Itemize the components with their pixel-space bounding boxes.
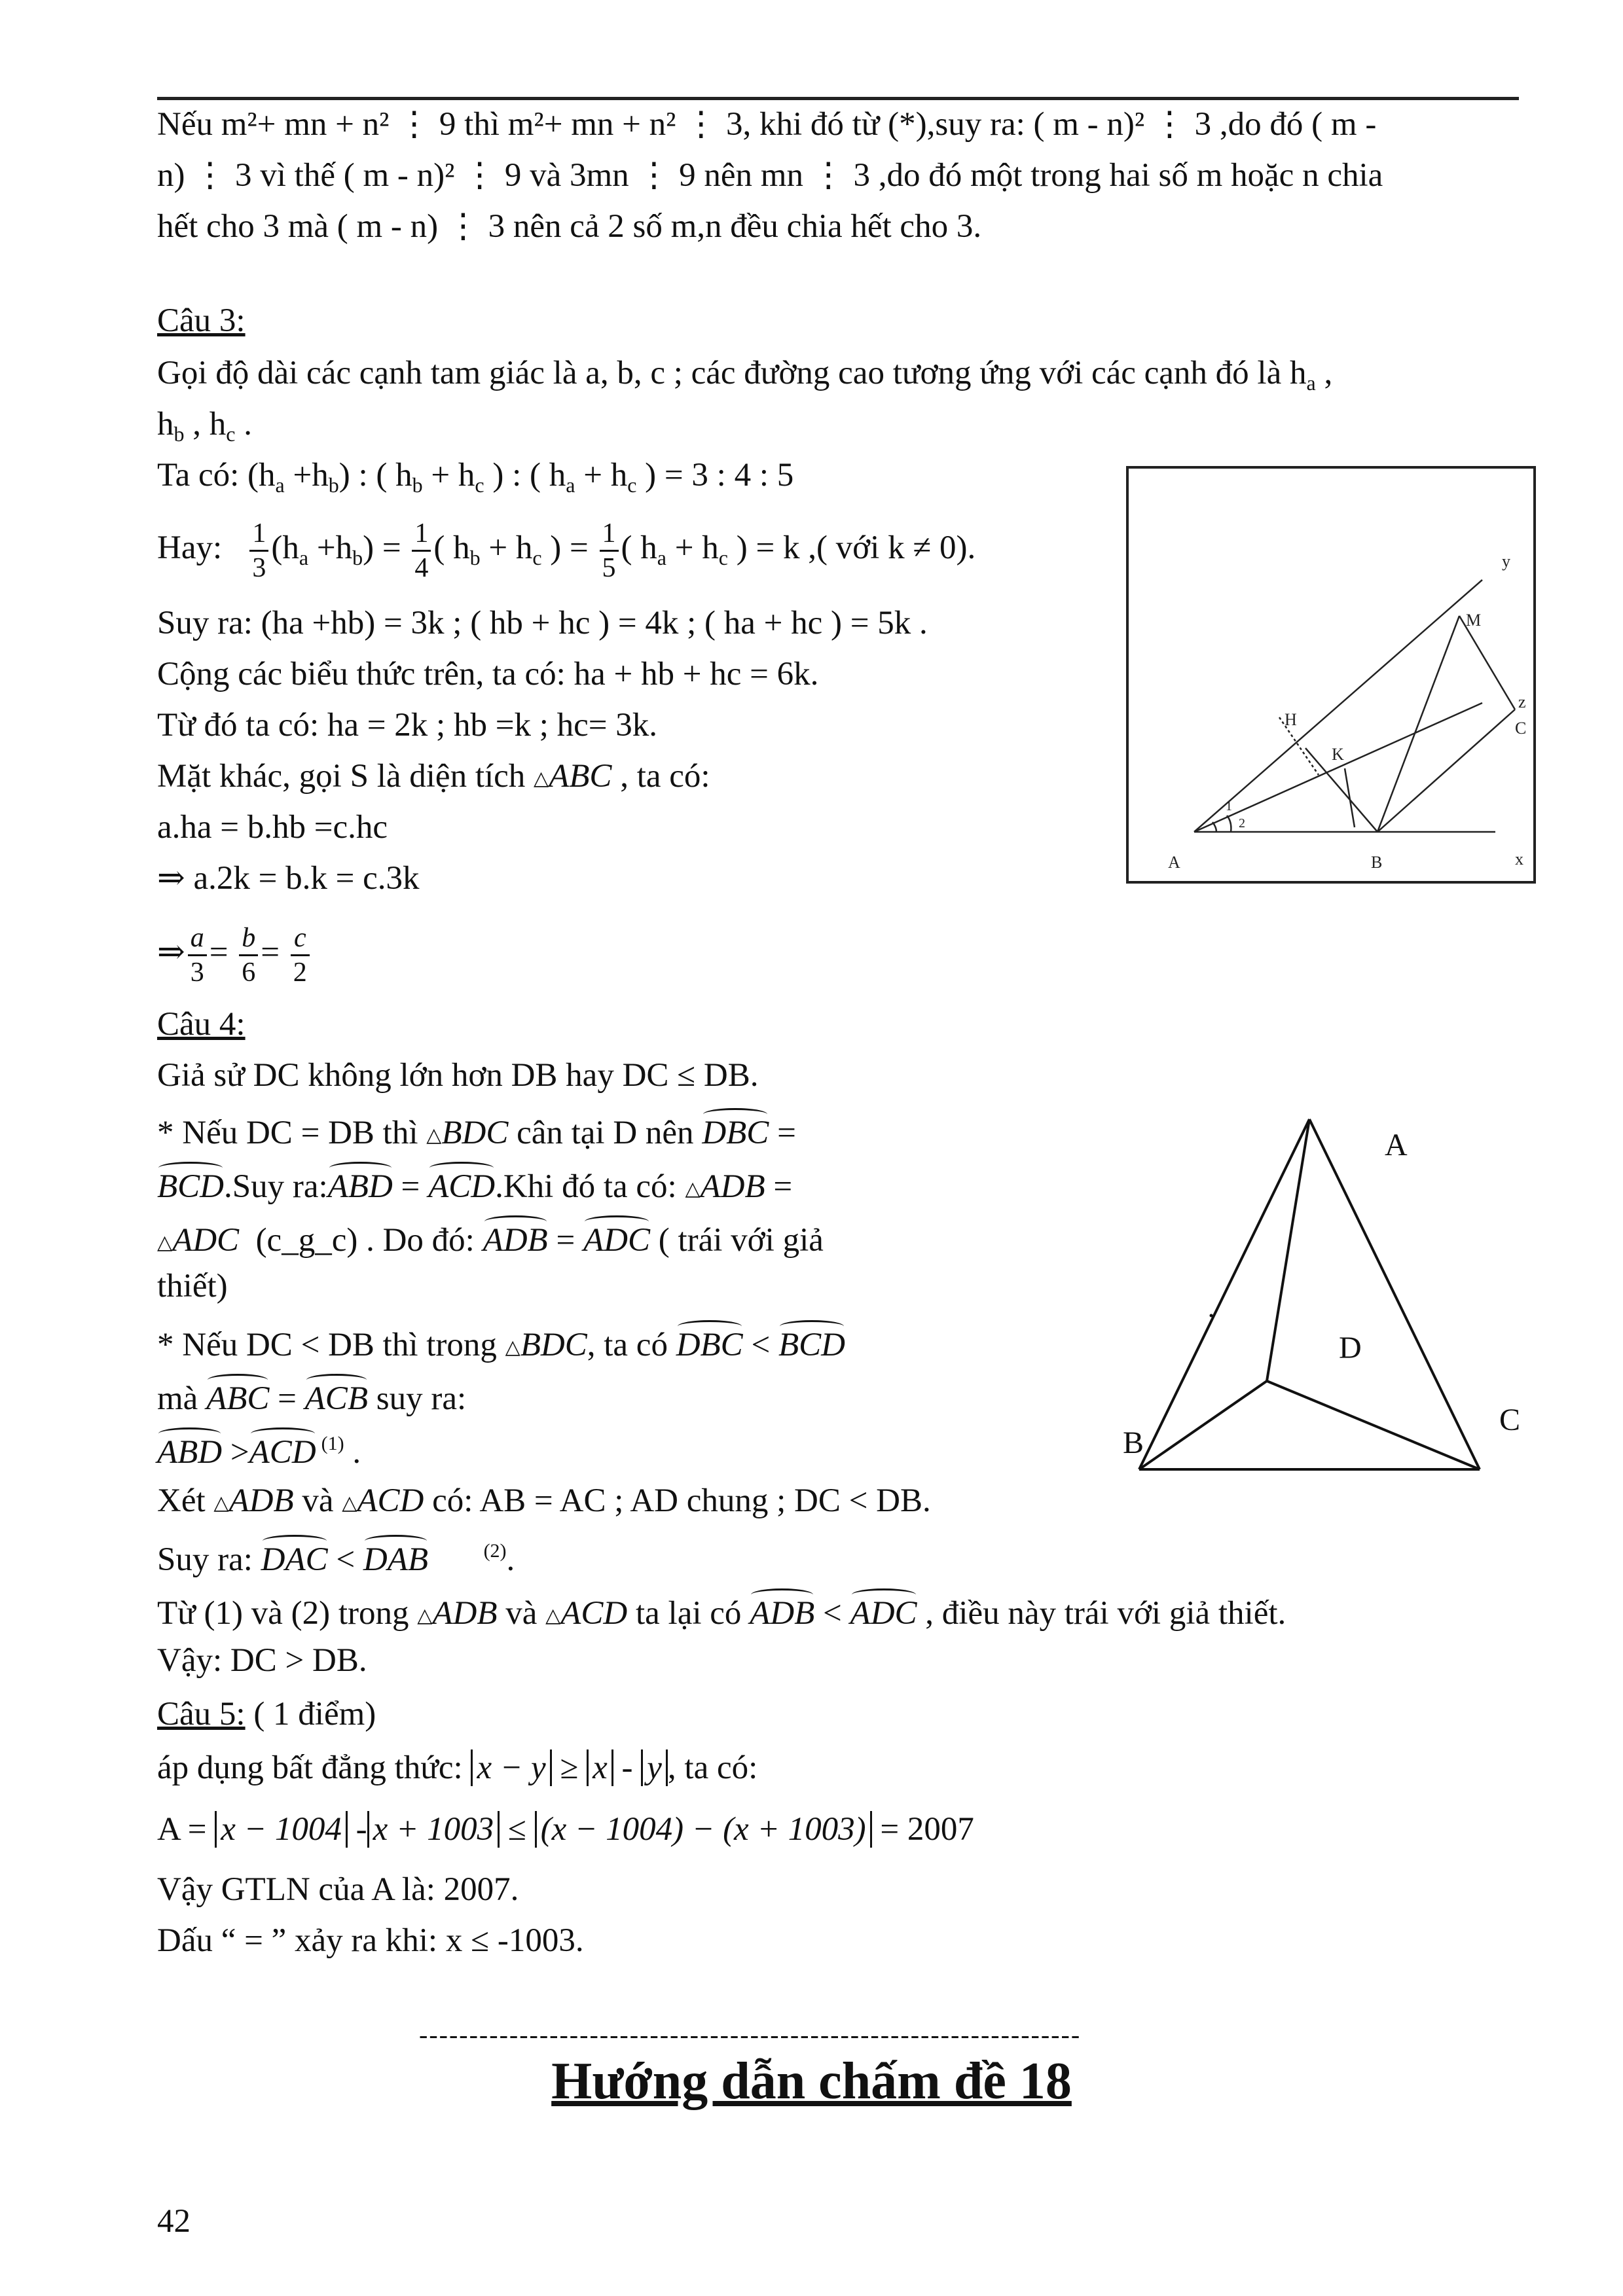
cau4-heading: Câu 4: <box>157 1006 246 1043</box>
figure-1-svg <box>1129 469 1533 881</box>
ray-ay <box>1194 580 1482 832</box>
segment-bm <box>1377 616 1459 832</box>
fig1-label-a: A <box>1168 853 1180 872</box>
cau5-heading-line: Câu 5: ( 1 điểm) <box>157 1696 376 1732</box>
cau3-line-6: Cộng các biểu thức trên, ta có: ha + hb + hc = 6k. <box>157 656 819 692</box>
cau3-line-7: Từ đó ta có: ha = 2k ; hb =k ; hc= 3k. <box>157 707 658 744</box>
fig1-label-m: M <box>1466 611 1482 630</box>
cau3-line-5: Suy ra: (ha +hb) = 3k ; ( hb + hc ) = 4k ; ( ha + hc ) = 5k . <box>157 605 928 641</box>
fig1-label-c: C <box>1515 719 1527 738</box>
cau5-line-2: A = x − 1004 - x + 1003 ≤ (x − 1004) − (x + 1003) = 2007 <box>157 1811 974 1848</box>
cau3-line-8: Mặt khác, gọi S là diện tích △ABC , ta có: <box>157 758 710 795</box>
ray-az <box>1194 703 1482 832</box>
cau3-line-2: $h_b$ , $h_c$ . <box>157 406 252 446</box>
section-title: Hướng dẫn chấm đề 18 <box>551 2053 1072 2110</box>
fig2-label-c: C <box>1499 1403 1521 1437</box>
cau5-heading: Câu 5: <box>157 1696 246 1732</box>
fig1-label-x: x <box>1515 850 1523 869</box>
cau4-line-2: * Nếu DC = DB thì △BDC cân tại D nên DBC = <box>157 1108 796 1155</box>
cau3-heading: Câu 3: <box>157 302 246 339</box>
segment-kb <box>1345 768 1355 827</box>
cau3-ratio: ⇒ $\frac{a}{3}$ = $\frac{b}{6}$ = $\frac{c}{2}$ <box>157 916 312 989</box>
cau5-line-4: Dấu “ = ” xảy ra khi: x ≤ -1003. <box>157 1922 584 1959</box>
figure-2-svg <box>1123 1100 1545 1492</box>
divider-dashes: ------------------------------------------------------------------ <box>419 2020 1082 2049</box>
cau3-line-3: Ta có: $(h_a +h_b)$ : ( $h_b + h_c$ ) : ( $h_a + h_c$ ) = 3 : 4 : 5 <box>157 457 794 497</box>
cau4-line-6: * Nếu DC < DB thì trong △BDC, ta có DBC < BCD <box>157 1320 845 1367</box>
fraction-1-5: $\frac{1}{5}$ <box>600 517 619 584</box>
figure-angle-construction <box>1126 466 1536 884</box>
segment-bc <box>1377 709 1515 832</box>
cau3-line-9: a.ha = b.hb =c.hc <box>157 809 388 846</box>
cau4-line-9: Xét △ADB và △ACD có: AB = AC ; AD chung ; DC < DB. <box>157 1482 931 1519</box>
cau3-line-10: ⇒ a.2k = b.k = c.3k <box>157 860 420 897</box>
segment-db <box>1139 1381 1267 1469</box>
segment-mc <box>1459 616 1515 709</box>
fig2-label-b: B <box>1123 1426 1144 1460</box>
cau4-line-8: ABD >ACD $^{(1)}$ . <box>157 1427 361 1472</box>
para-line-3: hết cho 3 mà ( m - n) ⋮ 3 nên cả 2 số m,n đều chia hết cho 3. <box>157 208 982 245</box>
fraction-b-6: $\frac{b}{6}$ <box>239 922 258 989</box>
top-rule <box>157 97 1519 100</box>
fig1-label-k: K <box>1332 745 1344 764</box>
para-line-2: n) ⋮ 3 vì thế ( m - n)² ⋮ 9 và 3mn ⋮ 9 nên mn ⋮ 3 ,do đó một trong hai số m hoặc n chia <box>157 157 1383 194</box>
side-ac <box>1309 1119 1480 1469</box>
cau4-line-5: thiết) <box>157 1268 228 1304</box>
angle-arc-1 <box>1227 816 1231 832</box>
segment-ad <box>1267 1119 1309 1381</box>
cau4-line-10: Suy ra: DAC < DAB $^{(2)}$. <box>157 1535 515 1579</box>
fig2-label-a: A <box>1385 1128 1408 1162</box>
cau4-line-11: Từ (1) và (2) trong △ADB và △ACD ta lại có ADB < ADC , điều này trái với giả thiết. <box>157 1588 1286 1636</box>
fraction-c-2: $\frac{c}{2}$ <box>291 922 310 989</box>
fig1-label-y: y <box>1502 552 1510 571</box>
figure-triangle-abc <box>1123 1100 1545 1492</box>
dot-mark <box>1210 1314 1213 1318</box>
segment-dc <box>1267 1381 1480 1469</box>
fig1-label-b: B <box>1371 853 1383 872</box>
cau3-line-4: Hay: $\frac{1}{3}$ $(h_a +h_b)$ = $\frac{1}{4}$ ( $h_b + h_c$ ) = $\frac{1}{5}$ ( $h_a + h_c$ ) = k ,( với k ≠ 0). <box>157 518 976 583</box>
fig2-label-d: D <box>1339 1331 1362 1365</box>
cau5-line-3: Vậy GTLN của A là: 2007. <box>157 1871 519 1908</box>
fraction-1-3: $\frac{1}{3}$ <box>249 517 268 584</box>
fig1-label-2: 2 <box>1239 816 1245 831</box>
fig1-label-1: 1 <box>1226 799 1232 814</box>
cau5-line-1: áp dụng bất đẳng thức: x − y ≥ x - y , ta có: <box>157 1749 758 1786</box>
angle-arc-2 <box>1213 822 1216 832</box>
cau3-line-1: Gọi độ dài các cạnh tam giác là a, b, c ; các đường cao tương ứng với các cạnh đó là $h_a$ , <box>157 355 1333 395</box>
cau4-line-7: mà ABC = ACB suy ra: <box>157 1374 466 1418</box>
cau4-line-4: △ADC (c_g_c) . Do đó: ADB = ADC ( trái với giả <box>157 1215 824 1263</box>
fig1-label-h: H <box>1285 710 1297 729</box>
fig1-label-z: z <box>1518 692 1526 711</box>
cau4-line-12: Vậy: DC > DB. <box>157 1642 367 1679</box>
fraction-a-3: $\frac{a}{3}$ <box>188 922 207 989</box>
para-line-1: Nếu m²+ mn + n² ⋮ 9 thì m²+ mn + n² ⋮ 3, khi đó từ (*),suy ra: ( m - n)² ⋮ 3 ,do đó ( m - <box>157 106 1377 143</box>
cau4-line-1: Giả sử DC không lớn hơn DB hay DC ≤ DB. <box>157 1057 759 1094</box>
cau4-line-3: BCD.Suy ra:ABD = ACD.Khi đó ta có: △ADB = <box>157 1162 792 1209</box>
side-ab <box>1139 1119 1309 1469</box>
fraction-1-4: $\frac{1}{4}$ <box>412 517 431 584</box>
page-number: 42 <box>157 2203 191 2240</box>
